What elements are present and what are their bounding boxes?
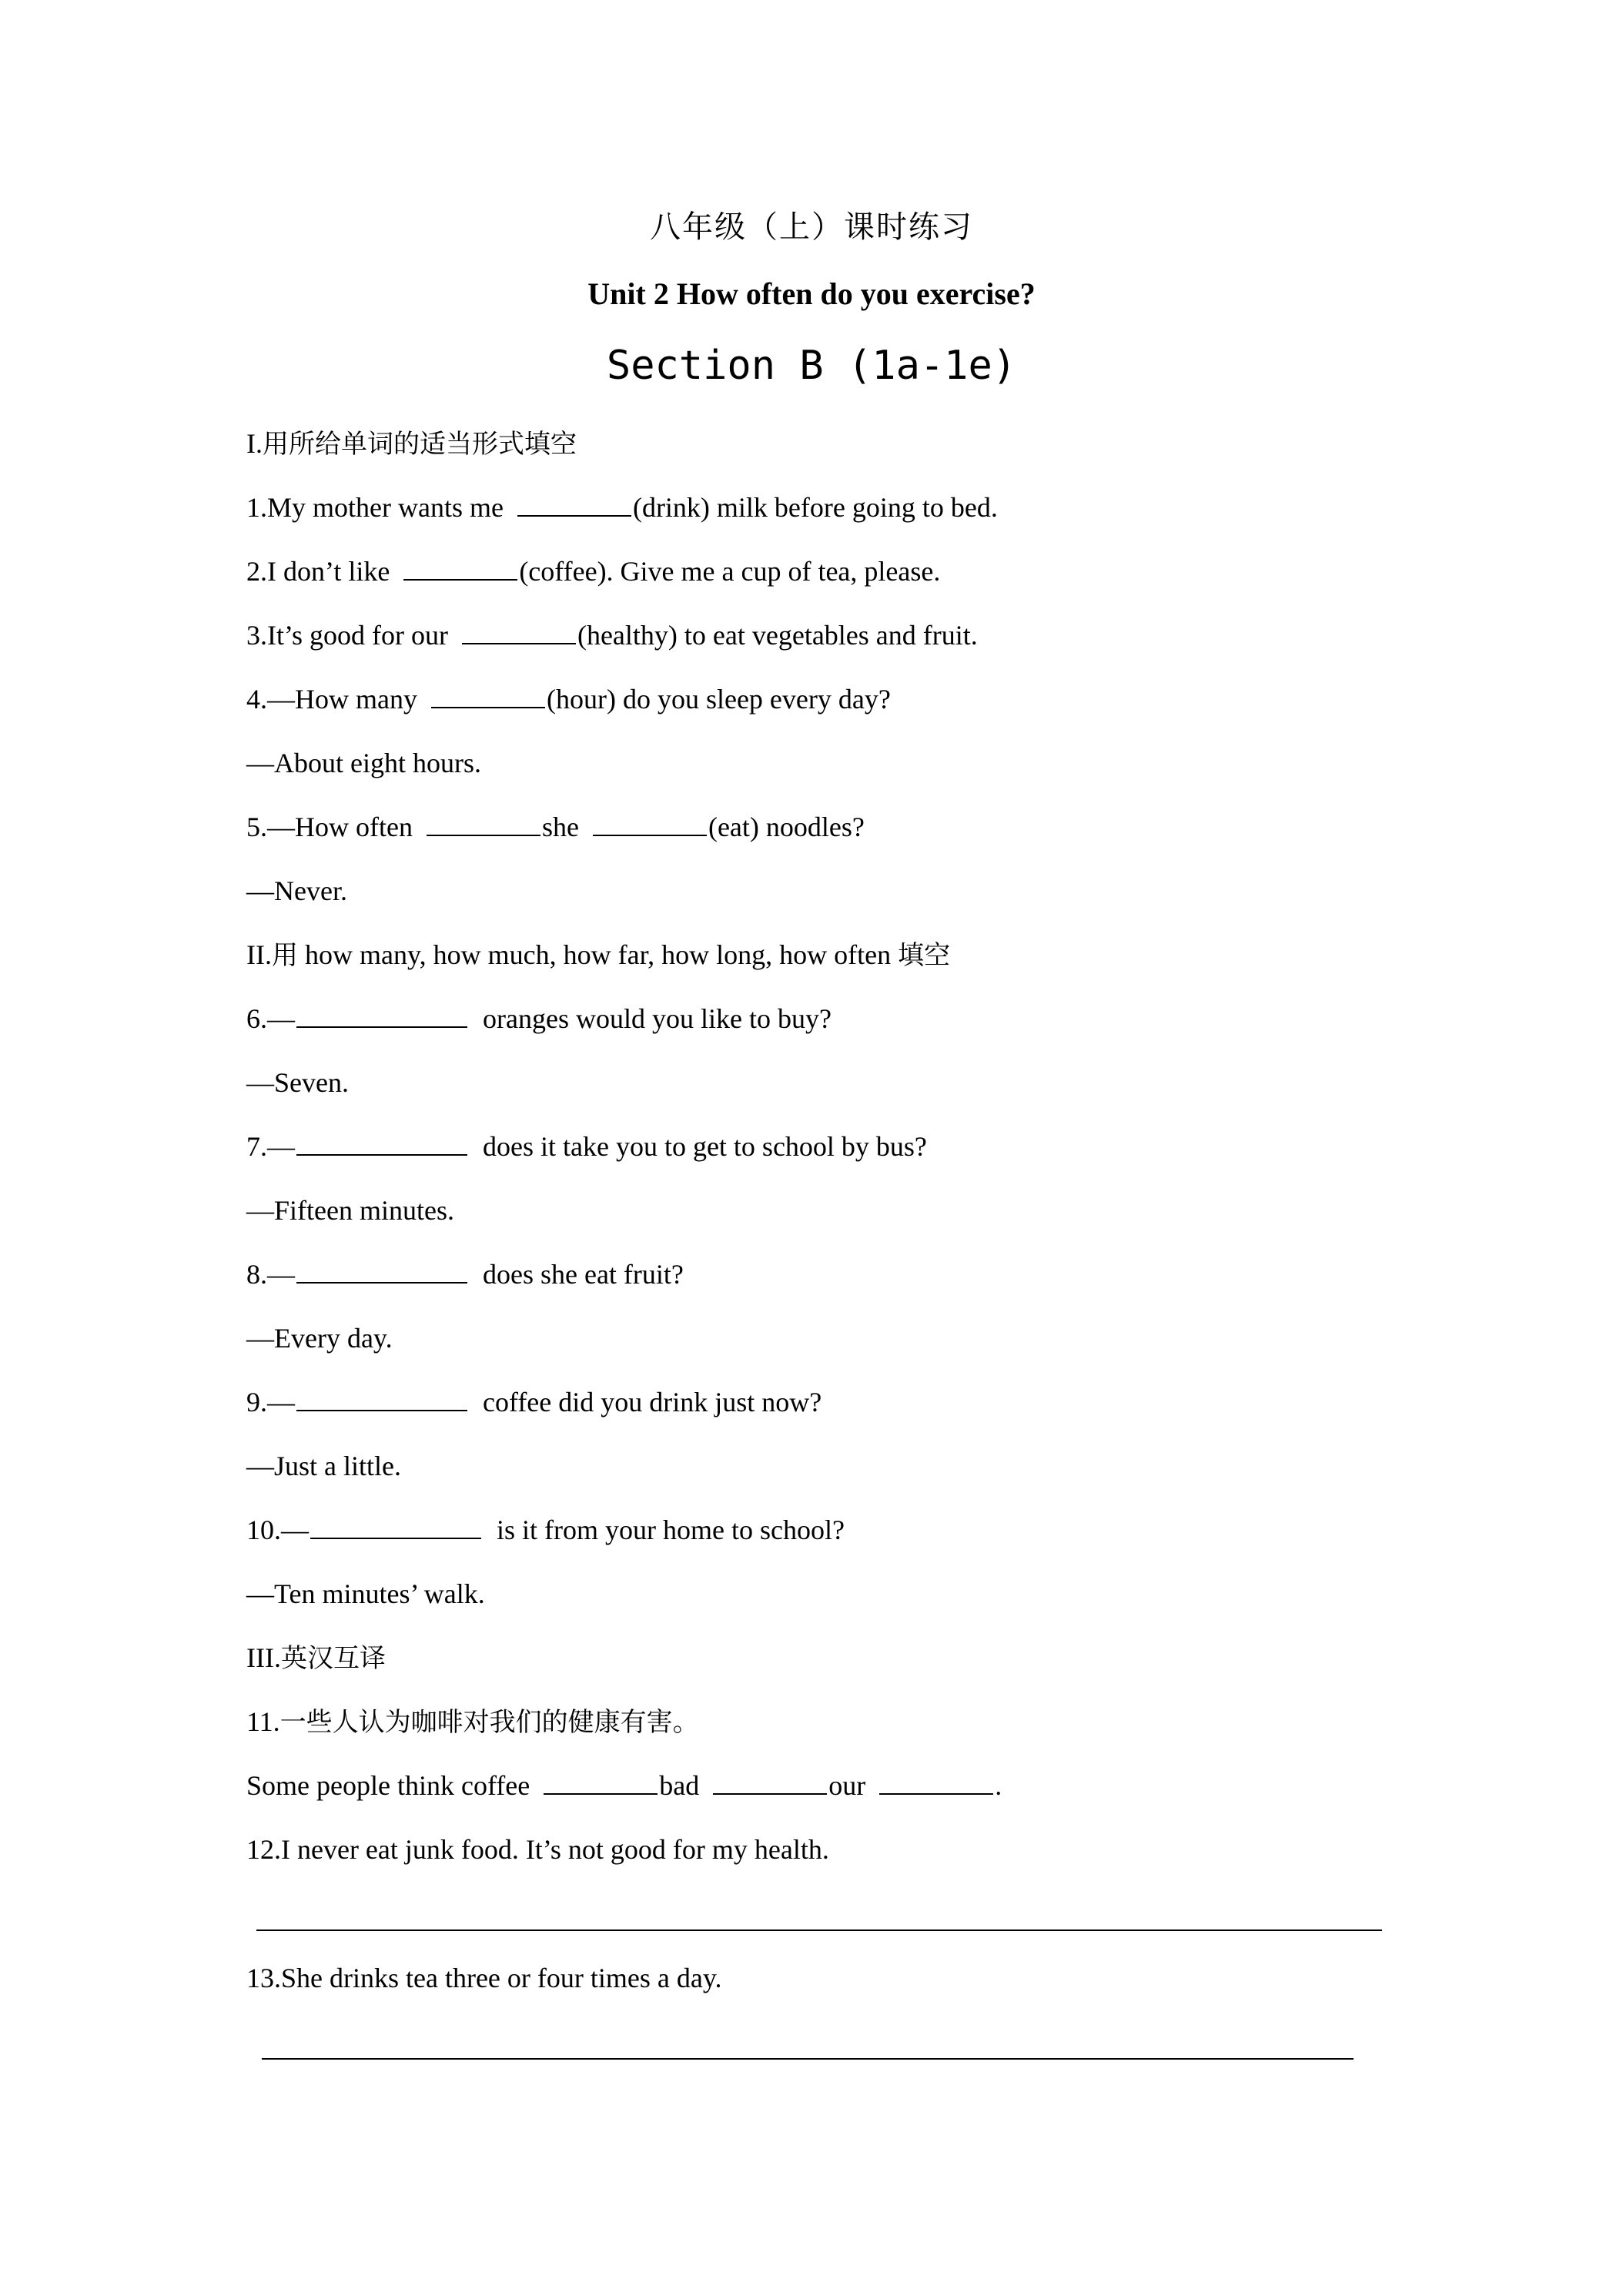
worksheet-title: 八年级（上）课时练习: [650, 209, 973, 245]
answer-line-13[interactable]: [262, 2058, 1354, 2060]
answer-10: —Ten minutes’ walk.: [246, 1578, 485, 1609]
answer-4: —About eight hours.: [246, 748, 481, 778]
answer-5: —Never.: [246, 875, 347, 906]
blank-11b[interactable]: [713, 1770, 827, 1795]
question-10: 10.— is it from your home to school?: [246, 1514, 845, 1545]
blank-5a[interactable]: [427, 812, 540, 836]
blank-3[interactable]: [462, 620, 576, 644]
answer-line-12[interactable]: [256, 1930, 1382, 1931]
blank-10[interactable]: [310, 1514, 481, 1539]
part3-heading: III.英汉互译: [246, 1642, 386, 1674]
question-1: 1.My mother wants me (drink) milk before going to bed.: [246, 492, 998, 523]
blank-11c[interactable]: [879, 1770, 993, 1795]
question-5: 5.—How often she (eat) noodles?: [246, 812, 865, 842]
section-title: Section B (1a-1e): [606, 343, 1017, 389]
question-11: 11.一些人认为咖啡对我们的健康有害。: [246, 1706, 699, 1738]
blank-2[interactable]: [403, 556, 517, 581]
question-2: 2.I don’t like (coffee). Give me a cup of tea, please.: [246, 556, 941, 587]
blank-5b[interactable]: [593, 812, 707, 836]
blank-4[interactable]: [431, 684, 545, 708]
blank-1[interactable]: [517, 492, 631, 517]
blank-8[interactable]: [296, 1259, 467, 1284]
part2-heading: II.用 how many, how much, how far, how long, how often 填空: [246, 939, 951, 971]
answer-7: —Fifteen minutes.: [246, 1195, 454, 1226]
question-12: 12.I never eat junk food. It’s not good for my health.: [246, 1834, 829, 1865]
question-3: 3.It’s good for our (healthy) to eat vegetables and fruit.: [246, 620, 978, 651]
question-8: 8.— does she eat fruit?: [246, 1259, 684, 1290]
question-13: 13.She drinks tea three or four times a day.: [246, 1963, 722, 1993]
question-4: 4.—How many (hour) do you sleep every day?: [246, 684, 891, 715]
answer-9: —Just a little.: [246, 1451, 401, 1481]
part1-heading: I.用所给单词的适当形式填空: [246, 428, 577, 460]
answer-6: —Seven.: [246, 1067, 349, 1098]
question-7: 7.— does it take you to get to school by bus?: [246, 1131, 927, 1162]
blank-9[interactable]: [296, 1387, 467, 1411]
blank-7[interactable]: [296, 1131, 467, 1156]
question-6: 6.— oranges would you like to buy?: [246, 1003, 832, 1034]
blank-6[interactable]: [296, 1003, 467, 1028]
answer-8: —Every day.: [246, 1323, 393, 1354]
question-9: 9.— coffee did you drink just now?: [246, 1387, 822, 1417]
blank-11a[interactable]: [544, 1770, 658, 1795]
question-11-english: Some people think coffee bad our .: [246, 1770, 1002, 1801]
unit-title: Unit 2 How often do you exercise?: [587, 276, 1036, 311]
